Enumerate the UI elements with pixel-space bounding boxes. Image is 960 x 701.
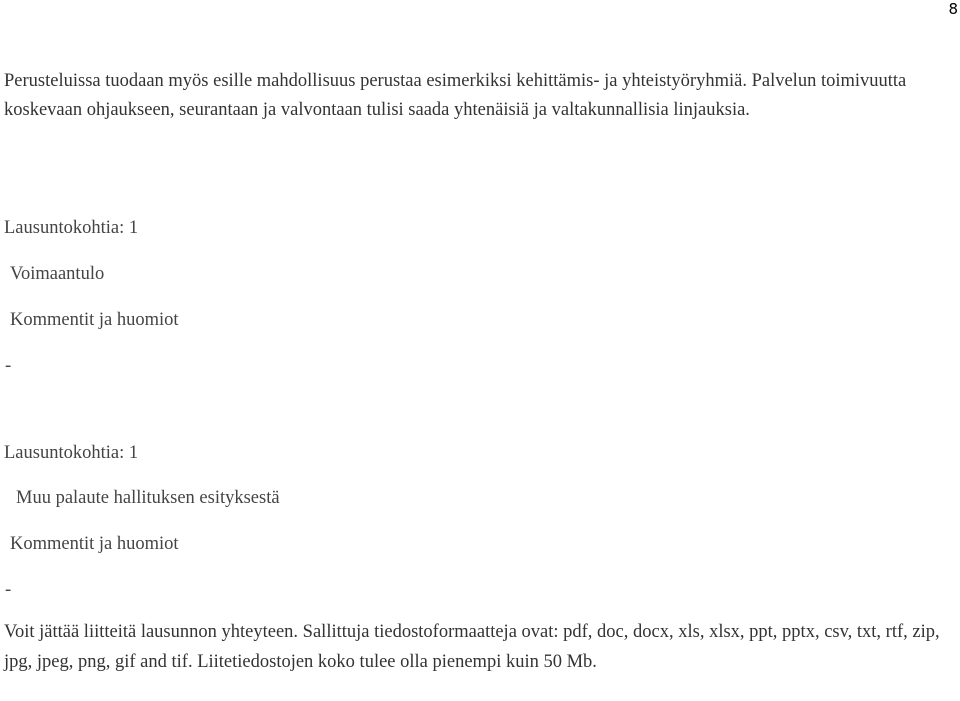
intro-paragraph: Perusteluissa tuodaan myös esille mahdollisuus perustaa esimerkiksi kehittämis- ja yhteistyöryhmiä. Palvelun toimivuutta koskevaan ohjaukseen, seurantaan ja valvontaan tulisi saada yhtenäisiä ja valtakunnallisia linjauksia. bbox=[4, 71, 907, 120]
section-1-answer: - bbox=[5, 356, 12, 376]
section-1-topic: Voimaantulo bbox=[10, 264, 105, 284]
section-1-comments-label: Kommentit ja huomiot bbox=[10, 310, 179, 330]
section-2-comments-label: Kommentit ja huomiot bbox=[10, 534, 179, 554]
section-2-topic: Muu palaute hallituksen esityksestä bbox=[16, 488, 280, 508]
attachments-note: Voit jättää liitteitä lausunnon yhteyteen. Sallittuja tiedostoformaatteja ovat: pdf, doc, docx, xls, xlsx, ppt, pptx, csv, txt, rtf, zip, jpg, jpeg, png, gif and tif. Liitetiedostojen koko tulee olla pienempi kuin 50 Mb. bbox=[4, 622, 940, 672]
page-number: 8 bbox=[948, 0, 958, 18]
section-2-item-label: Lausuntokohtia: 1 bbox=[4, 443, 139, 463]
section-2-answer: - bbox=[5, 580, 12, 600]
section-1-item-label: Lausuntokohtia: 1 bbox=[4, 218, 139, 238]
